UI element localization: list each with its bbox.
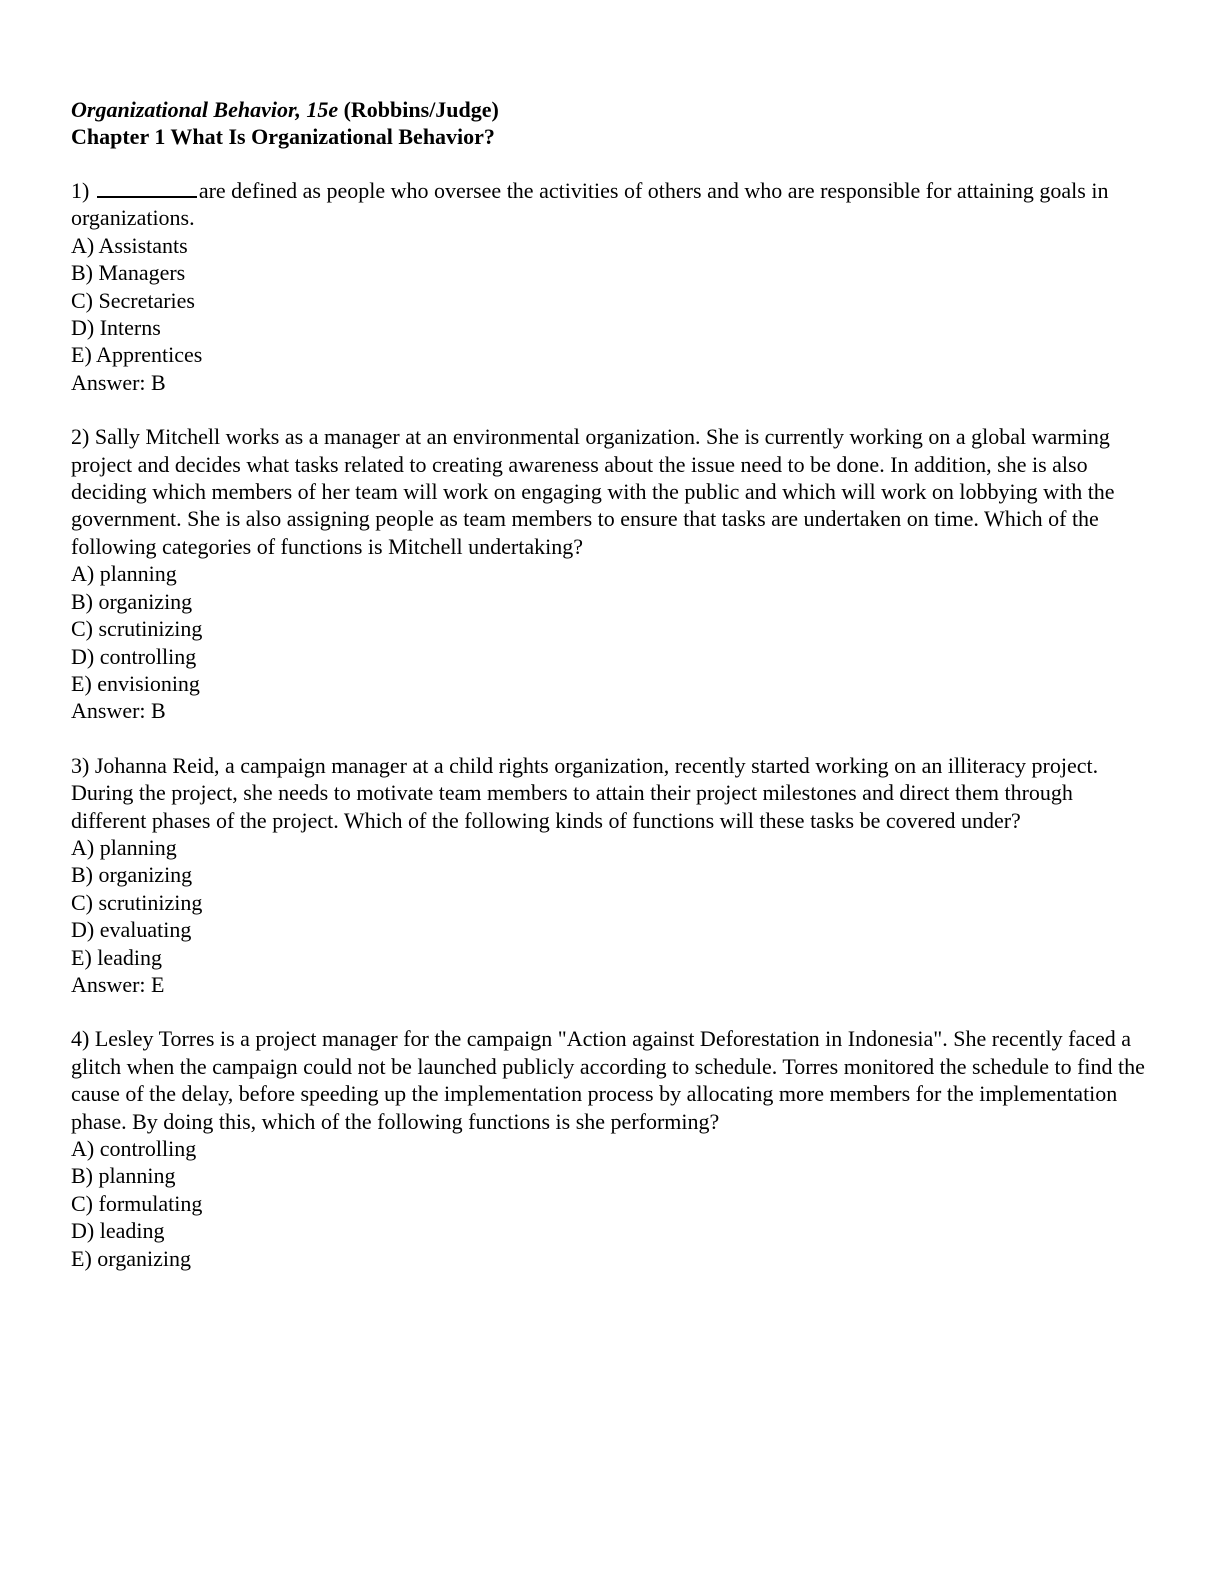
option-c: C) scrutinizing — [71, 889, 203, 915]
fill-in-blank — [97, 178, 197, 198]
option-c: C) Secretaries — [71, 287, 195, 313]
question-2 — [71, 423, 1151, 724]
option-a: A) planning — [71, 834, 177, 860]
option-a: A) Assistants — [71, 232, 188, 258]
question-stem — [71, 177, 1151, 232]
option-d: D) evaluating — [71, 917, 192, 943]
question-stem — [71, 752, 1151, 834]
book-title-line — [71, 96, 1151, 123]
option-b: B) organizing — [71, 862, 193, 888]
question-3 — [71, 752, 1151, 999]
option-d: D) leading — [71, 1218, 165, 1244]
option-b: B) planning — [71, 1163, 176, 1189]
book-title: Organizational Behavior, 15e — [71, 97, 339, 122]
question-text: Lesley Torres is a project manager for the campaign "Action against Deforestation in Indonesia". She recently faced a glitch when the campaign could not be launched publicly according to schedule. Torres monitored the schedule to find the cause of the delay, before speeding up the implementation process by allocating more members for the implementation phase. By doing this, which of the following functions is she performing? — [71, 1026, 1145, 1134]
option-a: A) planning — [71, 561, 177, 587]
option-d: D) Interns — [71, 315, 161, 341]
answer: Answer: B — [71, 698, 166, 724]
question-number: 2) — [71, 424, 90, 450]
option-d: D) controlling — [71, 643, 197, 669]
option-c: C) scrutinizing — [71, 616, 203, 642]
question-1 — [71, 177, 1151, 396]
document-page — [71, 96, 1151, 1272]
question-text: are defined as people who oversee the activities of others and who are responsible for attaining goals in organizations. — [71, 178, 1109, 231]
option-c: C) formulating — [71, 1190, 203, 1216]
question-text: Johanna Reid, a campaign manager at a child rights organization, recently started working on an illiteracy project. During the project, she needs to motivate team members to attain their project milestones and direct them through different phases of the project. Which of the following kinds of functions will these tasks be covered under? — [71, 752, 1099, 833]
document-header — [71, 96, 1151, 150]
question-4 — [71, 1025, 1151, 1272]
answer: Answer: E — [71, 971, 165, 997]
option-e: E) envisioning — [71, 670, 200, 696]
question-stem — [71, 1025, 1151, 1135]
option-e: E) organizing — [71, 1245, 191, 1271]
answer: Answer: B — [71, 369, 166, 395]
book-authors: (Robbins/Judge) — [343, 97, 499, 122]
option-b: B) Managers — [71, 260, 186, 286]
question-text: Sally Mitchell works as a manager at an environmental organization. She is currently working on a global warming project and decides what tasks related to creating awareness about the issue need to be done. In addition, she is also deciding which members of her team will work on engaging with the public and which will work on lobbying with the government. She is also assigning people as team members to ensure that tasks are undertaken on time. Which of the following categories of functions is Mitchell undertaking? — [71, 424, 1115, 559]
question-number: 1) — [71, 178, 90, 203]
question-number: 3) — [71, 752, 90, 778]
option-a: A) controlling — [71, 1136, 197, 1161]
chapter-title: Chapter 1 What Is Organizational Behavior? — [71, 124, 495, 149]
option-e: E) leading — [71, 944, 163, 970]
option-b: B) organizing — [71, 588, 193, 614]
option-e: E) Apprentices — [71, 342, 203, 368]
question-stem — [71, 423, 1151, 560]
question-number: 4) — [71, 1026, 90, 1052]
